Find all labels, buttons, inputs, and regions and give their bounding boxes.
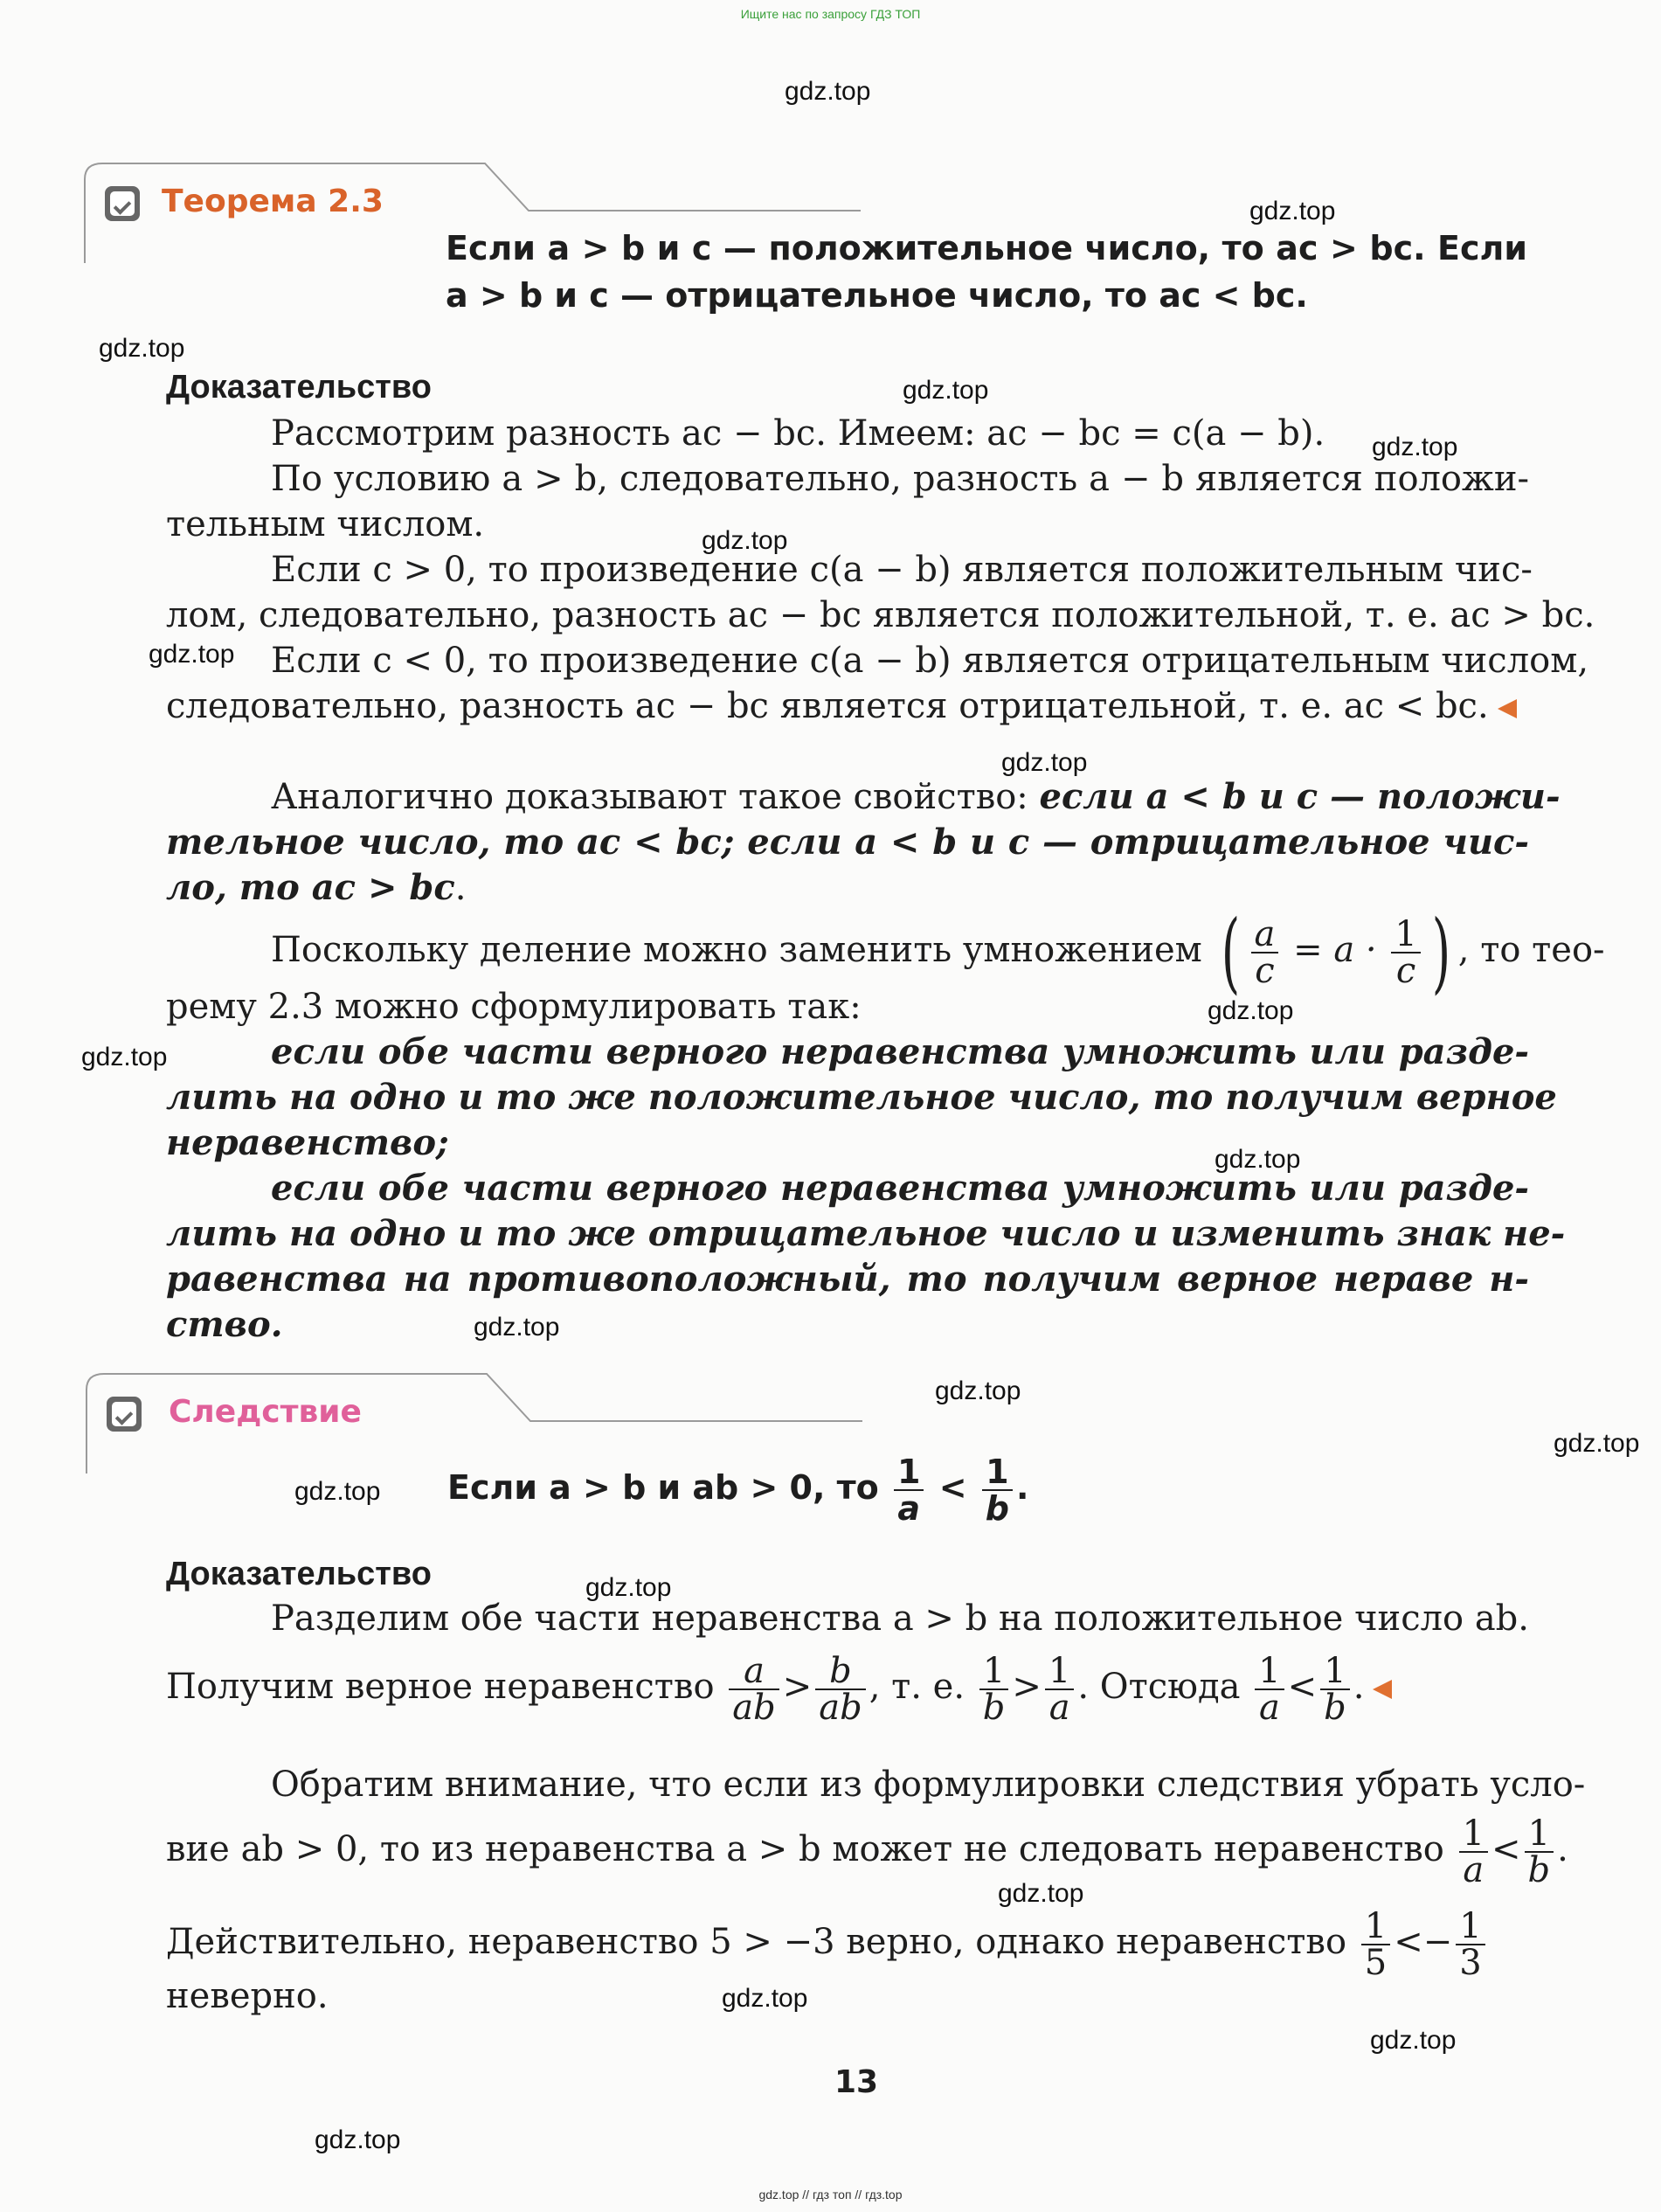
rule-line: ство. [166, 1304, 283, 1345]
numerator: b [815, 1654, 865, 1690]
theorem-line-2: a > b и c — отрицательное число, то ac < bc. [446, 276, 1308, 315]
equation-middle: = a · [1293, 930, 1377, 970]
end-of-proof-icon [1373, 1680, 1392, 1699]
denominator: c [1255, 951, 1275, 991]
fraction-1-over-5 [1361, 1906, 1390, 1983]
denominator: a [1258, 1688, 1280, 1728]
proof-line-fractions [166, 1643, 1529, 1730]
watermark: gdz.top [1249, 197, 1336, 225]
numerator: 1 [1255, 1654, 1284, 1690]
proof-text: . Отсюда [1077, 1667, 1241, 1707]
fraction-1-over-3 [1456, 1906, 1485, 1983]
division-end: , то тео- [1457, 930, 1605, 970]
fraction-a-over-ab [729, 1651, 779, 1728]
fraction-1-over-a [1459, 1813, 1488, 1890]
similar-bold-text: если a < b и c — положи- [1039, 776, 1561, 817]
greater-than: > [1012, 1667, 1042, 1707]
corollary-statement [447, 1444, 1028, 1531]
bottom-note: gdz.top // гдз топ // гдз.top [758, 2188, 903, 2202]
theorem-line-1: Если a > b и c — положительное число, то ac > bc. Если [446, 229, 1527, 267]
denominator: 3 [1459, 1943, 1482, 1983]
fraction-1-over-b [1320, 1651, 1350, 1728]
left-paren: ( [1221, 901, 1240, 1003]
watermark: gdz.top [294, 1477, 381, 1506]
numerator: 1 [1391, 917, 1420, 953]
less-than: < [1491, 1829, 1521, 1869]
similar-plain-text: Аналогично доказывают такое свойство: [271, 777, 1040, 817]
period: . [454, 868, 467, 908]
corollary-text: Если a > b и ab > 0, то [447, 1468, 879, 1507]
proof-heading: Доказательство [166, 1556, 432, 1592]
numerator: a [729, 1654, 779, 1690]
fraction-1-over-c [1391, 914, 1420, 991]
watermark: gdz.top [722, 1984, 808, 2013]
corollary-title: Следствие [169, 1394, 362, 1430]
denominator: a [1463, 1850, 1485, 1890]
proof-line: По условию a > b, следовательно, разность a − b является положи- [271, 459, 1529, 499]
watermark: gdz.top [315, 2125, 401, 2154]
less-than: < [1394, 1922, 1423, 1962]
numerator: 1 [1320, 1654, 1350, 1690]
rule-line: лить на одно и то же положительное число, то получим верное [166, 1077, 1557, 1118]
denominator: b [982, 1688, 1006, 1728]
denominator: 5 [1364, 1943, 1388, 1983]
fraction-1-over-a [894, 1454, 924, 1526]
note-line-1: Обратим внимание, что если из формулировки следствия убрать усло- [271, 1765, 1586, 1805]
watermark: gdz.top [785, 77, 871, 106]
checkmark-icon [107, 1397, 142, 1432]
watermark: gdz.top [1370, 2026, 1457, 2055]
note-text: вие ab > 0, то из неравенства a > b может не следовать неравенство [166, 1829, 1444, 1869]
proof-line: Если c > 0, то произведение c(a − b) является положительным чис- [271, 550, 1533, 590]
note-line-3 [166, 1898, 1529, 1986]
proof-text: Получим верное неравенство [166, 1667, 715, 1707]
note-text: Действительно, неравенство 5 > −3 верно, однако неравенство [166, 1922, 1347, 1962]
denominator: b [1324, 1688, 1346, 1728]
right-paren: ) [1431, 901, 1451, 1003]
numerator: a [1251, 917, 1279, 953]
rule-line: если обе части верного неравенства умножить или разде- [271, 1031, 1529, 1072]
theorem-title: Теорема 2.3 [162, 184, 384, 219]
denominator: a [1049, 1688, 1070, 1728]
rule-line: равенства на противоположный, то получим верное нераве н- [166, 1259, 1529, 1300]
rule-line: лить на одно и то же отрицательное число и изменить знак не- [166, 1213, 1566, 1254]
fraction-1-over-b [979, 1651, 1009, 1728]
period: . [1557, 1829, 1568, 1869]
note-line-4: неверно. [166, 1976, 329, 2016]
denominator: c [1395, 951, 1416, 991]
similar-line-2: тельное число, то ac < bc; если a < b и c — отрицательное чис- [166, 822, 1529, 863]
numerator: 1 [1361, 1909, 1390, 1945]
numerator: 1 [982, 1454, 1013, 1491]
proof-line: Если c < 0, то произведение c(a − b) является отрицательным числом, [271, 641, 1589, 681]
fraction-1-over-b [1525, 1813, 1554, 1890]
fraction-1-over-b [982, 1454, 1013, 1526]
period: . [1015, 1468, 1029, 1507]
note-line-2 [166, 1806, 1568, 1893]
watermark: gdz.top [99, 334, 185, 363]
denominator: ab [819, 1688, 862, 1728]
denominator: a [897, 1488, 921, 1528]
period: . [1353, 1667, 1365, 1707]
division-line-2: рему 2.3 можно сформулировать так: [166, 987, 862, 1027]
watermark: gdz.top [81, 1043, 168, 1071]
numerator: 1 [979, 1654, 1009, 1690]
watermark: gdz.top [903, 376, 989, 405]
proof-line: лом, следовательно, разность ac − bc является положительной, т. е. ac > bc. [166, 595, 1595, 635]
numerator: 1 [894, 1454, 924, 1491]
proof-line-text: следовательно, разность ac − bc является отрицательной, т. е. ac < bc. [166, 686, 1489, 726]
proof-line: тельным числом. [166, 504, 485, 544]
fraction-1-over-a [1045, 1651, 1074, 1728]
watermark: gdz.top [1001, 748, 1088, 777]
watermark: gdz.top [998, 1879, 1084, 1908]
fraction-1-over-a [1255, 1651, 1284, 1728]
checkmark-icon [105, 186, 140, 221]
denominator: b [1527, 1850, 1551, 1890]
watermark: gdz.top [474, 1313, 560, 1342]
watermark: gdz.top [149, 640, 235, 669]
denominator: b [985, 1488, 1009, 1528]
watermark: gdz.top [1208, 996, 1294, 1025]
watermark: gdz.top [935, 1376, 1021, 1405]
proof-heading: Доказательство [166, 369, 432, 406]
watermark: gdz.top [1554, 1429, 1640, 1458]
less-than: < [938, 1468, 967, 1507]
numerator: 1 [1045, 1654, 1074, 1690]
numerator: 1 [1525, 1816, 1554, 1853]
proof-line: Рассмотрим разность ac − bc. Имеем: ac − bc = c(a − b). [271, 413, 1325, 454]
similar-line-1 [166, 774, 1561, 820]
numerator: 1 [1456, 1909, 1485, 1945]
minus-sign: − [1422, 1922, 1453, 1962]
greater-than: > [782, 1667, 813, 1707]
fraction-b-over-ab [815, 1651, 865, 1728]
proof-line: Разделим обе части неравенства a > b на положительное число ab. [271, 1598, 1529, 1639]
page-number: 13 [834, 2064, 879, 2100]
division-text: Поскольку деление можно заменить умножением [271, 930, 1202, 970]
numerator: 1 [1459, 1816, 1488, 1853]
proof-line [166, 683, 1529, 729]
less-than: < [1287, 1667, 1318, 1707]
rule-line: неравенство; [166, 1122, 449, 1163]
fraction-a-over-c [1251, 914, 1279, 991]
proof-text: , т. е. [869, 1667, 965, 1707]
denominator: ab [732, 1688, 776, 1728]
top-note: Ищите нас по запросу ГДЗ ТОП [740, 7, 921, 21]
end-of-proof-icon [1498, 699, 1517, 718]
watermark: gdz.top [1215, 1145, 1301, 1174]
watermark: gdz.top [702, 526, 788, 555]
similar-bold-end: ло, то ac > bc [166, 867, 455, 908]
watermark: gdz.top [585, 1573, 672, 1602]
watermark: gdz.top [1372, 433, 1458, 461]
rule-line: если обе части верного неравенства умножить или разде- [271, 1168, 1529, 1209]
